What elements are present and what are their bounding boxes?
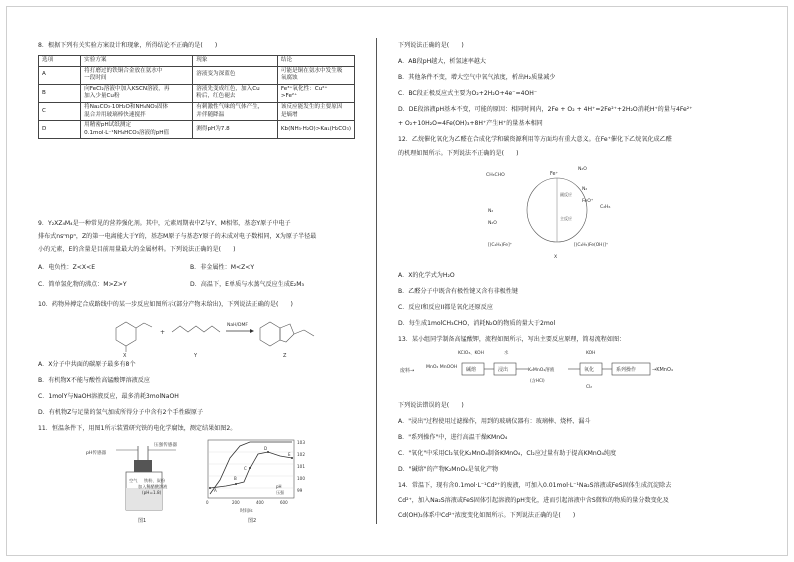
stopper: [134, 460, 152, 472]
reagent-water: 水: [504, 351, 509, 356]
figure-1-caption: 图1: [138, 518, 147, 524]
reagent-cl2: Cl₂: [586, 385, 593, 390]
molecule-y-label: Y: [194, 353, 198, 358]
flow-step-alkali-melt: 碱熔: [466, 367, 477, 373]
flow-raw-material: MnO₂ MnOOH: [426, 365, 458, 370]
row-option: C: [39, 102, 81, 120]
reagent-kclo3-koh: KClO₃、KOH: [458, 351, 484, 356]
pressure-sensor-label: 压强传感器: [154, 443, 177, 448]
right-tick: 102: [297, 452, 305, 457]
q9-line: 排布式nsⁿnpⁿ，Z的第一电离能大于Y的，基态M原子与基态Y原子的未成对电子数相同，X为原子半径最: [38, 233, 317, 240]
x-tick: 0: [206, 500, 209, 505]
ethane-label: C₂H₆: [600, 205, 611, 210]
point-e-label: E: [288, 452, 291, 457]
note-hcl: (含HCl): [530, 378, 545, 383]
q14-line: Cd²⁺，加入Na₂S溶液或FeS固体引起溶液的pH变化，进而引起溶液中含S微粒的物质的量分数变化及: [398, 497, 669, 504]
q12-stem-line: 的机理如图所示。下列说法不正确的是( ): [398, 150, 519, 157]
q13-flowchart: [400, 346, 730, 392]
q9-line: 9．Y₂XZ₄M₄是一种常见的营养强化剂。其中，元素周期表中Z与Y、M相邻，基态Y原子中电子: [38, 220, 291, 227]
row-plan: 向FeCl₂溶液中加入KSCN溶液，再 加入少量Cu粉: [81, 84, 193, 102]
legend-ph: pH: [276, 484, 282, 489]
q14-line: Cd(OH)₂体系中Cd²⁺浓度变化如图所示。下列说法正确的是( ): [398, 512, 576, 519]
flow-intermediate: K₂MnO₄溶液: [528, 368, 555, 373]
molecule-z-label: Z: [283, 353, 287, 358]
q12-option-c: C．反应I和反应II都是氧化还原反应: [398, 304, 493, 311]
row-conclusion: 可能是铜在氨水中发生吸 氧腐蚀: [277, 66, 354, 84]
table-row: [39, 84, 355, 102]
ph-sensor-label: pH传感器: [86, 451, 107, 456]
figure-2-caption: 图2: [248, 518, 257, 524]
row-phenomenon: 测得pH为7.8: [193, 121, 278, 139]
q13-stem: 13．某小组同学制备高锰酸钾，流程如图所示，写出主要反应原理，简易流程如图：: [398, 336, 626, 343]
q10-option-b: B．有机物X不能与酸性高锰酸钾溶液反应: [38, 377, 150, 384]
q11-option-d-cont: + O₂+10H₂O=4Fe(OH)₃+8H⁺产生H⁺的量基本相同: [398, 120, 543, 127]
x-tick: 600: [280, 500, 288, 505]
air-label: 空气: [129, 478, 138, 483]
main-reaction-label: 主反应: [560, 216, 572, 221]
q11-option-c: C．BC段正极反应式主要为O₂+2H₂O+4e⁻=4OH⁻: [398, 90, 538, 97]
row-phenomenon: 溶液先变成红色，加入Cu 粉后，红色褪去: [193, 84, 278, 102]
x-tick: 400: [256, 500, 264, 505]
molecule-z: [260, 322, 314, 346]
q9-line: 小的元素，E的含量是目前用量最大的金属材料。下列说法正确的是( ): [38, 246, 236, 253]
q11-option-b: B．其他条件不变，增大空气中氧气浓度，析出H₂质量减少: [398, 74, 556, 81]
point-d-label: D: [264, 446, 268, 451]
acetaldehyde-label: CH₃CHO: [486, 173, 505, 178]
n2o-label-top: N₂O: [578, 167, 587, 172]
fe-ion-label: Fe⁺: [550, 172, 558, 177]
n2-label-left: N₂: [488, 209, 494, 214]
side-reaction-label: 副反应: [560, 192, 572, 197]
q12-mechanism-diagram: [482, 162, 632, 262]
svg-text:+: +: [160, 329, 166, 336]
reagent-label-1: 铁粉、炭粉: [144, 478, 165, 483]
intermediate-label-left: [(C₂H₄)Fe]⁺: [488, 243, 513, 248]
row-option: D: [39, 121, 81, 139]
q8-stem: 8．根据下列有关实验方案设计和现象，所得结论不正确的是( ): [38, 42, 218, 49]
point-a-label: A: [214, 488, 217, 493]
col-header-plan: 实验方案: [81, 56, 193, 67]
q11-cont-stem: 下列说法正确的是( ): [398, 42, 464, 49]
column-divider: [376, 38, 377, 524]
q9-option-d: D．高温下，E单质与水蒸气反应生成E₂M₃: [190, 281, 304, 288]
q13-option-c: C．"氧化"中采用Cl₂氧化K₂MnO₄制备KMnO₄，Cl₂应过量有助于提高KMnO₄纯度: [398, 450, 617, 457]
q9-option-b: B．非金属性：M<Z<Y: [190, 264, 255, 271]
table-header-row: [39, 56, 355, 67]
point-c-label: C: [244, 466, 247, 471]
row-conclusion: Fe³⁺氧化性：Cu²⁺ >Fe²⁺: [277, 84, 354, 102]
flow-step-leach: 浸出: [498, 367, 509, 373]
reagent-label-3: (pH=1.8): [142, 490, 162, 495]
row-option: B: [39, 84, 81, 102]
row-conclusion: Kb(NH₃·H₂O)>Ka₁(H₂CO₃): [277, 121, 354, 139]
row-option: A: [39, 66, 81, 84]
right-tick: 103: [297, 440, 305, 445]
row-phenomenon: 溶液变为深蓝色: [193, 66, 278, 84]
q13-option-b: B．"系列操作"中，进行高温干燥KMnO₄: [398, 434, 508, 441]
right-tick: 100: [297, 476, 305, 481]
right-tick: 101: [297, 464, 305, 469]
q11-option-d: D．DE段溶液pH基本不变，可能的原因：相同时间内，2Fe + O₂ + 4H⁺=2Fe²⁺+2H₂O消耗H⁺的量与4Fe²⁺: [398, 106, 693, 113]
col-header-phenomenon: 现象: [193, 56, 278, 67]
q9-option-a: A．电负性：Z<X<E: [38, 264, 96, 271]
q12-option-a: A．X的化学式为H₂O: [398, 272, 455, 279]
q10-option-d: D．有机物Z与足量的氢气加成所得分子中含有2个手性碳原子: [38, 409, 204, 416]
row-plan: 将打磨过的铁铜合金放在氨水中 一段时间: [81, 66, 193, 84]
table-row: [39, 66, 355, 84]
row-phenomenon: 有刺激性气味的气体产生， 并伴随降温: [193, 102, 278, 120]
q12-option-b: B．乙醛分子中既含有极性键又含有非极性键: [398, 288, 518, 295]
q10-option-a: A．X分子中共面的碳原子最多有8个: [38, 361, 136, 368]
q10-option-c: C．1molY与NaOH溶液反应，最多消耗3molNaOH: [38, 393, 179, 400]
x-tick: 200: [232, 500, 240, 505]
flow-start: 废料→: [400, 368, 415, 374]
feo-ion-label: FeO⁺: [582, 199, 594, 204]
col-header-option: 选项: [39, 56, 81, 67]
q11-stem: 11．恒温条件下，用图1所示装置研究铁的电化学腐蚀，测定结果如图2。: [38, 425, 237, 432]
molecule-y: [172, 326, 220, 332]
q10-stem: 10．药物异搏定合成路线中的某一步反应如图所示(部分产物未给出)，下列说法正确的是( ): [38, 301, 293, 308]
row-conclusion: 该反应能发生的主要原因 是熵增: [277, 102, 354, 120]
q13-option-a: A．"浸出"过程使用过滤操作，用到的玻璃仪器有：玻璃棒、烧杯、漏斗: [398, 418, 591, 425]
x-label: X: [554, 255, 558, 260]
col-header-conclusion: 结论: [277, 56, 354, 67]
q10-reaction-scheme: [98, 314, 328, 358]
x-axis-label: 时间/s: [240, 509, 253, 514]
row-plan: 用精密pH试纸测定 0.1mol·L⁻¹NH₄HCO₃溶液的pH值: [81, 121, 193, 139]
reagent-koh: KOH: [586, 351, 596, 356]
q13-option-d: D．"碱熔"的产物K₂MnO₄是氧化产物: [398, 466, 499, 473]
reagent-label-2: 加入稀醋酸溶液: [138, 484, 168, 489]
n2o-label-left: N₂O: [488, 221, 497, 226]
legend-pressure: 压强: [276, 490, 284, 495]
row-plan: 将Na₂CO₃·10H₂O和NH₄NO₃固体 混合并用玻璃棒快速搅拌: [81, 102, 193, 120]
q12-option-d: D．每生成1molCH₃CHO，消耗N₂O的物质的量大于2mol: [398, 320, 556, 327]
point-b-label: B: [234, 476, 237, 481]
n2-label-right: N₂: [582, 187, 588, 192]
table-row: [39, 102, 355, 120]
q11-option-a: A．AB段pH越大，析氢速率越大: [398, 58, 486, 65]
intermediate-label-right: [(C₂H₅)Fe(OH)]⁺: [574, 243, 609, 248]
q13-stem-2: 下列说法错误的是( ): [398, 402, 464, 409]
q9-option-c: C．简单氢化物的沸点：M>Z>Y: [38, 281, 127, 288]
q8-table: [38, 55, 355, 139]
reagent-label: NaH/DMF: [227, 323, 248, 328]
q14-line: 14．常温下，现有含0.1mol·L⁻¹Cd²⁺的废液，可加入0.01mol·L⁻¹Na₂S溶液或FeS固体生成沉淀除去: [398, 482, 672, 489]
flow-product: →KMnO₄: [652, 367, 673, 373]
q11-figure-1: [86, 438, 196, 524]
molecule-x: [116, 322, 152, 352]
q12-stem-line: 12．乙烷催化氧化为乙醛在合成化学和碳资源利用等方面均有重大意义。在Fe⁺催化下乙烷氧化成乙醛: [398, 136, 672, 143]
right-tick: 99: [297, 488, 303, 493]
table-row: [39, 121, 355, 139]
q11-figure-2-chart: [196, 436, 316, 526]
flow-step-series-ops: 系列操作: [616, 367, 637, 373]
molecule-x-label: X: [123, 353, 127, 358]
flow-step-oxidize: 氧化: [584, 367, 595, 373]
